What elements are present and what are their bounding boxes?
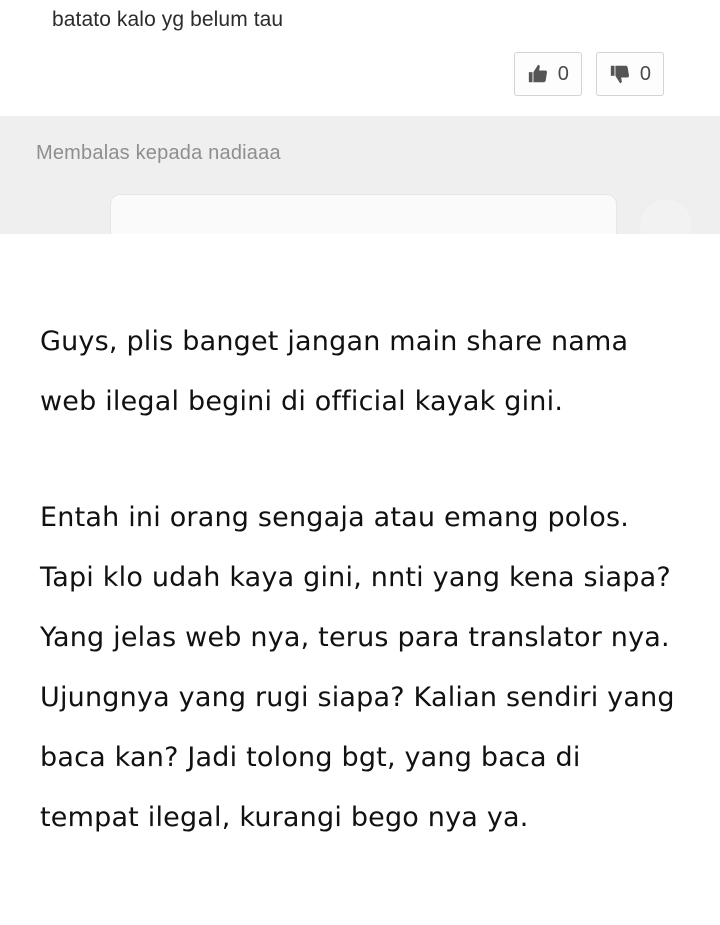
- reply-composer-row: [0, 210, 720, 234]
- thumbs-down-icon: [609, 63, 631, 85]
- upvote-button[interactable]: [514, 52, 582, 96]
- top-comment-block: [0, 0, 720, 116]
- reply-to-label: Membalas kepada nadiaaa: [36, 142, 281, 164]
- post-paragraph-2: Entah ini orang sengaja atau emang polos. Tapi klo udah kaya gini, nnti yang kena siapa? Yang jelas web nya, terus para translator nya. Ujungnya yang rugi siapa? Kalian sendiri yang baca kan? Jadi tolong bgt, yang baca di tempat ilegal, kurangi bego nya ya.: [40, 502, 675, 833]
- upvote-count: 0: [557, 62, 569, 85]
- reply-input[interactable]: [110, 194, 617, 234]
- top-comment-text: batato kalo yg belum tau: [52, 8, 284, 31]
- downvote-button[interactable]: [596, 52, 664, 96]
- downvote-count: 0: [639, 62, 651, 85]
- vote-row: [0, 34, 720, 116]
- post-body: [0, 234, 720, 925]
- thumbs-up-icon: [527, 63, 549, 85]
- post-paragraph-1: Guys, plis banget jangan main share nama web ilegal begini di official kayak gini.: [40, 326, 629, 417]
- reply-context-band: [0, 116, 720, 234]
- avatar: [639, 198, 693, 234]
